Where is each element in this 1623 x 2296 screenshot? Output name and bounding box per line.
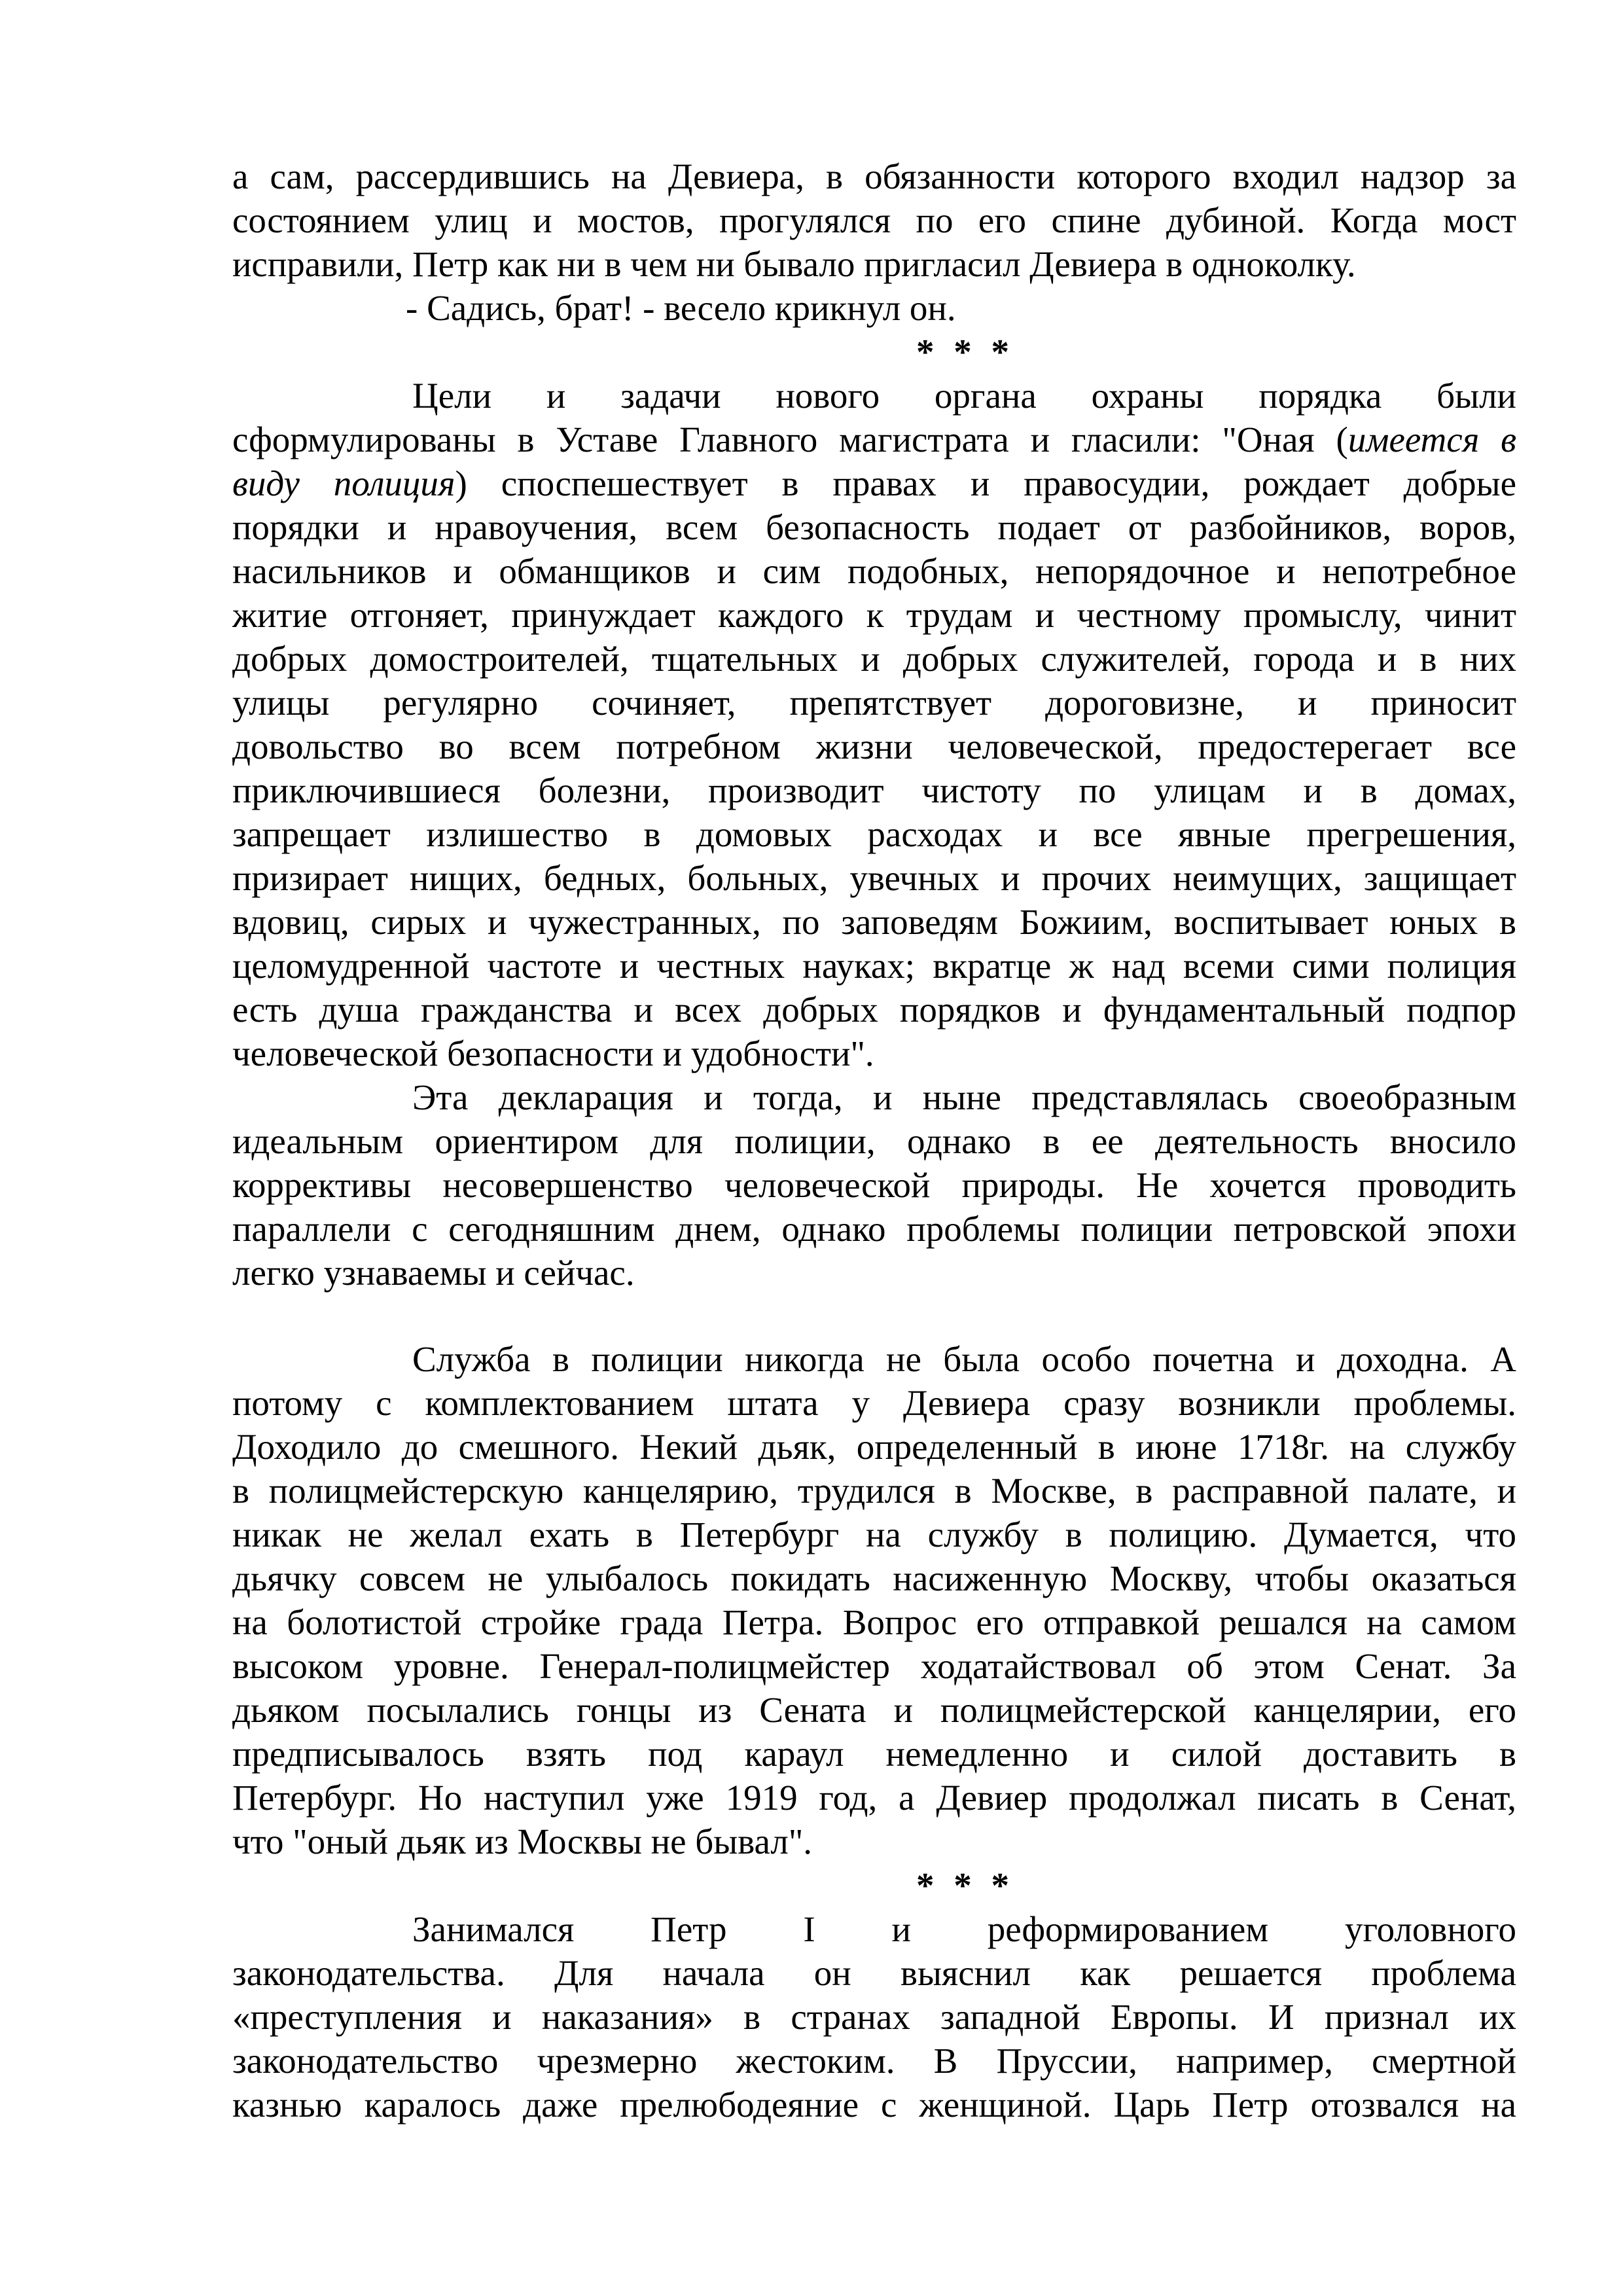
text-line: исправили, Петр как ни в чем ни бывало пригласил Девиера в одноколку. — [232, 244, 1356, 284]
text-line: что "оный дьяк из Москвы не бывал". — [232, 1821, 813, 1861]
text-line: Петербург. Но наступил уже 1919 год, а Девиер продолжал писать в Сенат, — [232, 1778, 1516, 1818]
text-line: состоянием улиц и мостов, прогулялся по его спине дубиной. Когда мост — [232, 200, 1516, 240]
text-line — [232, 461, 1516, 505]
text-fragment: сформулированы в Уставе Главного магистрата и гласили: "Оная ( — [232, 420, 1348, 459]
text-line: порядки и нравоучения, всем безопасность подает от разбойников, воров, — [232, 507, 1516, 547]
text-line: дьяком посылались гонцы из Сената и полицмейстерской канцелярии, его — [232, 1690, 1516, 1730]
text-line: вдовиц, сирых и чужестранных, по заповедям Божиим, воспитывает юных в — [232, 902, 1516, 942]
text-line: идеальным ориентиром для полиции, однако в ее деятельность вносило — [232, 1121, 1516, 1161]
text-line: предписывалось взять под караул немедленно и силой доставить в — [232, 1734, 1516, 1774]
text-line: запрещает излишество в домовых расходах и все явные прегрешения, — [232, 814, 1516, 854]
text-line: Цели и задачи нового органа охраны порядка были — [412, 376, 1516, 416]
text-line: Служба в полиции никогда не была особо почетна и доходна. А — [412, 1339, 1516, 1379]
text-line: Доходило до смешного. Некий дьяк, определенный в июне 1718г. на службу — [232, 1427, 1516, 1467]
italic-note: имеется в — [1347, 420, 1516, 459]
text-line: казнью каралось даже прелюбодеяние с женщиной. Царь Петр отозвался на — [232, 2085, 1516, 2125]
text-line: насильников и обманщиков и сим подобных, непорядочное и непотребное — [232, 551, 1516, 591]
text-line: Занимался Петр I и реформированием уголовного — [412, 1909, 1516, 1949]
text-line: приключившиеся болезни, производит чистоту по улицам и в домах, — [232, 770, 1516, 810]
text-line: законодательства. Для начала он выяснил как решается проблема — [232, 1953, 1516, 1993]
text-fragment: ) споспешествует в правах и правосудии, рождает добрые — [455, 463, 1516, 503]
text-line: целомудренной частоте и честных науках; вкратце ж над всеми сими полиция — [232, 946, 1516, 986]
text-line — [232, 418, 1516, 461]
text-line: на болотистой стройке града Петра. Вопрос его отправкой решался на самом — [232, 1602, 1516, 1642]
text-line: довольство во всем потребном жизни человеческой, предостерегает все — [232, 726, 1516, 766]
text-line: легко узнаваемы и сейчас. — [232, 1253, 635, 1293]
text-line: потому с комплектованием штата у Девиера сразу возникли проблемы. — [232, 1383, 1516, 1423]
text-line: законодательство чрезмерно жестоким. В Пруссии, например, смертной — [232, 2041, 1516, 2081]
text-line: высоком уровне. Генерал-полицмейстер ходатайствовал об этом Сенат. За — [232, 1646, 1516, 1686]
text-line: параллели с сегодняшним днем, однако проблемы полиции петровской эпохи — [232, 1209, 1516, 1249]
text-line: коррективы несовершенство человеческой природы. Не хочется проводить — [232, 1165, 1516, 1205]
paragraph-gap — [232, 1295, 1516, 1337]
italic-note: виду полиция — [232, 463, 455, 503]
text-line: в полицмейстерскую канцелярию, трудился в Москве, в расправной палате, и — [232, 1471, 1516, 1511]
text-line: есть душа гражданства и всех добрых порядков и фундаментальный подпор — [232, 990, 1516, 1030]
text-line: никак не желал ехать в Петербург на службу в полицию. Думается, что — [232, 1515, 1516, 1554]
text-line: человеческой безопасности и удобности". — [232, 1033, 874, 1073]
section-separator: * * * — [916, 332, 1014, 372]
text-line: житие отгоняет, принуждает каждого к трудам и честному промыслу, чинит — [232, 595, 1516, 635]
text-line: «преступления и наказания» в странах западной Европы. И признал их — [232, 1997, 1516, 2037]
text-line: Эта декларация и тогда, и ныне представлялась своеобразным — [412, 1077, 1516, 1117]
dialogue-line: - Садись, брат! - весело крикнул он. — [406, 288, 956, 328]
text-line: улицы регулярно сочиняет, препятствует дороговизне, и приносит — [232, 683, 1516, 723]
section-separator: * * * — [916, 1865, 1014, 1905]
text-line: а сам, рассердившись на Девиера, в обязанности которого входил надзор за — [232, 156, 1516, 196]
text-line: призирает нищих, бедных, больных, увечных и прочих неимущих, защищает — [232, 858, 1516, 898]
document-text — [232, 154, 1516, 2126]
text-line: добрых домостроителей, тщательных и добрых служителей, города и в них — [232, 639, 1516, 679]
text-line: дьячку совсем не улыбалось покидать насиженную Москву, чтобы оказаться — [232, 1558, 1516, 1598]
